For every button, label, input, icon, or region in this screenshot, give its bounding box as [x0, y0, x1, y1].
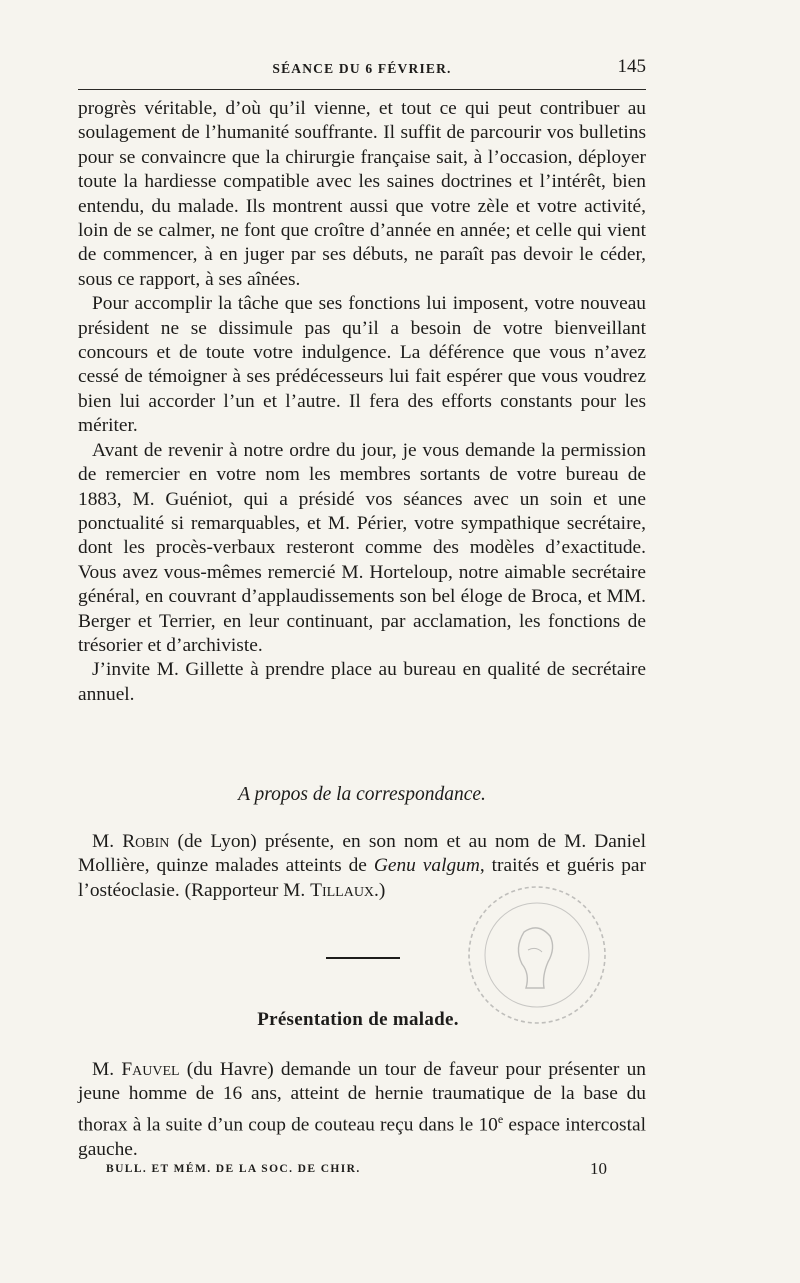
ordinal-superscript: e — [497, 1111, 504, 1126]
text-fragment: (de Lyon) présente, en son nom et au nom de M. Daniel Mollière, quinze malades atteints de — [78, 831, 646, 877]
page-header — [78, 58, 646, 86]
text-fragment: M. — [92, 831, 123, 852]
text-fragment: (du Havre) demande un tour de faveur pour présenter un jeune homme de 16 ans, atteint de hernie traumatique de la base du thorax à la suite d’un coup de couteau reçu dans le 10 — [78, 1059, 647, 1136]
paragraph-gillette: J’invite M. Gillette à prendre place au bureau en qualité de secrétaire annuel. — [78, 659, 646, 705]
author-name-robin: Robin — [122, 831, 170, 852]
paragraph-presentation — [78, 1058, 646, 1162]
section-title-correspondance: A propos de la correspondance. — [238, 784, 486, 805]
running-title: SÉANCE DU 6 FÉVRIER. — [272, 61, 452, 76]
paragraph-progres: progrès véritable, d’où qu’il vienne, et tout ce qui peut contribuer au soulagement de l’humanité souffrante. Il suffit de parcourir vos bulletins pour se convaincre que la chirurgie française sait, à l’occasion, déployer toute la hardiesse compatible avec les saines doctrines et l’intérêt, bien entendu, du malade. Ils montrent aussi que votre zèle et votre activité, loin de se calmer, ne font que croître d’année en année; et celle qui vient de commencer, à en juger par ses débuts, ne paraît pas devoir le céder, sous ce rapport, à ses aînées. — [78, 98, 646, 290]
footer-sheet-number: 10 — [590, 1159, 607, 1178]
text-fragment: espace intercostal gauche. — [78, 1114, 646, 1160]
paragraph-remerciements: Avant de revenir à notre ordre du jour, je vous demande la permission de remercier en votre nom les membres sortants de votre bureau de 1883, M. Guéniot, qui a présidé vos séances avec un soin et une ponctualité si remarquables, et M. Périer, votre sympathique secrétaire, dont les procès-verbaux resteront comme des modèles d’exactitude. Vous avez vous-mêmes remercié M. Horteloup, notre aimable secrétaire général, en couvrant d’applaudissements son bel éloge de Broca, et MM. Berger et Terrier, en leur continuant, par acclamation, les fonctions de trésorier et d’archiviste. — [78, 439, 646, 656]
page-number: 145 — [617, 56, 646, 77]
text-fragment: , traités et guéris par l’ostéoclasie. (Rapporteur M. — [78, 855, 646, 901]
library-stamp-seal — [462, 880, 612, 1030]
paragraph-president: Pour accomplir la tâche que ses fonctions lui imposent, votre nouveau président ne se dissimule pas qu’il a besoin de votre bienveillant concours et de toute votre indulgence. La déférence que vous n’avez cessé de témoigner à ses prédécesseurs lui fait espérer que vous voudrez bien lui accorder l’un et l’autre. Il fera des efforts constants pour les mériter. — [78, 293, 646, 437]
header-rule — [78, 89, 646, 90]
author-name-fauvel: Fauvel — [121, 1059, 180, 1080]
text-fragment: M. — [92, 1059, 122, 1080]
heading-presentation-malade: Présentation de malade. — [257, 1009, 459, 1030]
term-genu-valgum: Genu valgum — [373, 855, 480, 877]
body-text — [78, 97, 646, 707]
section-divider — [326, 957, 400, 959]
text-fragment: .) — [374, 879, 386, 901]
footer-signature: BULL. ET MÉM. DE LA SOC. DE CHIR. — [106, 1163, 361, 1175]
author-name-tillaux: Tillaux — [310, 879, 375, 901]
